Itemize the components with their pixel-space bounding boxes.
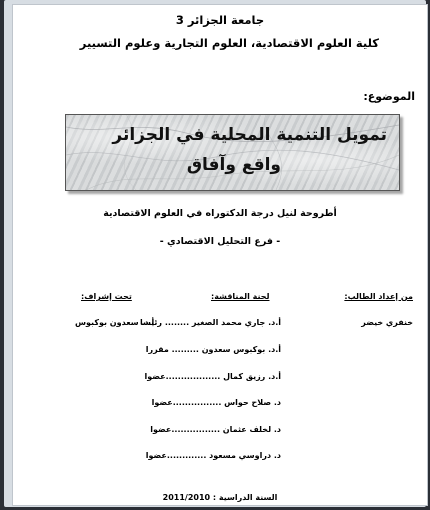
supervisor-name: أ.د. سعدون بوكبوس (75, 318, 155, 327)
thesis-title-line2: واقع وآفاق (186, 155, 281, 175)
committee-member: د. دراوسي مسعود .............عضوا (145, 451, 281, 460)
student-name: خنفري خيضر (361, 318, 413, 327)
document-page (12, 4, 428, 506)
committee-member: أ.د. بوكبوس سعدون ......... مقررا (145, 345, 281, 354)
thesis-title-line1: تمويل التنمية المحلية في الجزائر (112, 125, 387, 145)
committee-member: د. صلاح حواس ................عضوا (151, 398, 281, 407)
document-frame (4, 0, 426, 507)
university-name: جامعة الجزائر 3 (175, 13, 265, 27)
committee-member: د. لخلف عثمان ................عضوا (150, 425, 281, 434)
committee-member: أ.د. رزيق كمال ..................عضوا (144, 372, 281, 381)
supervision-heading: تحت إشراف: (81, 292, 132, 301)
committee-member: أ.د. جاري محمد الصغير ........ رئيسا (140, 318, 281, 327)
committee-heading: لجنة المناقشة: (211, 292, 270, 301)
subject-label: الموضوع: (363, 90, 415, 103)
academic-year: السنة الدراسية : 2011/2010 (162, 493, 278, 502)
thesis-degree: أطروحة لنيل درجة الدكتوراه في العلوم الاقتصادية (103, 208, 337, 219)
faculty-name: كلية العلوم الاقتصادية، العلوم التجارية وعلوم التسيير (79, 36, 379, 50)
title-box (65, 114, 400, 191)
prepared-by-heading: من إعداد الطالب: (344, 292, 413, 301)
thesis-branch: - فرع التحليل الاقتصادي - (159, 236, 281, 247)
